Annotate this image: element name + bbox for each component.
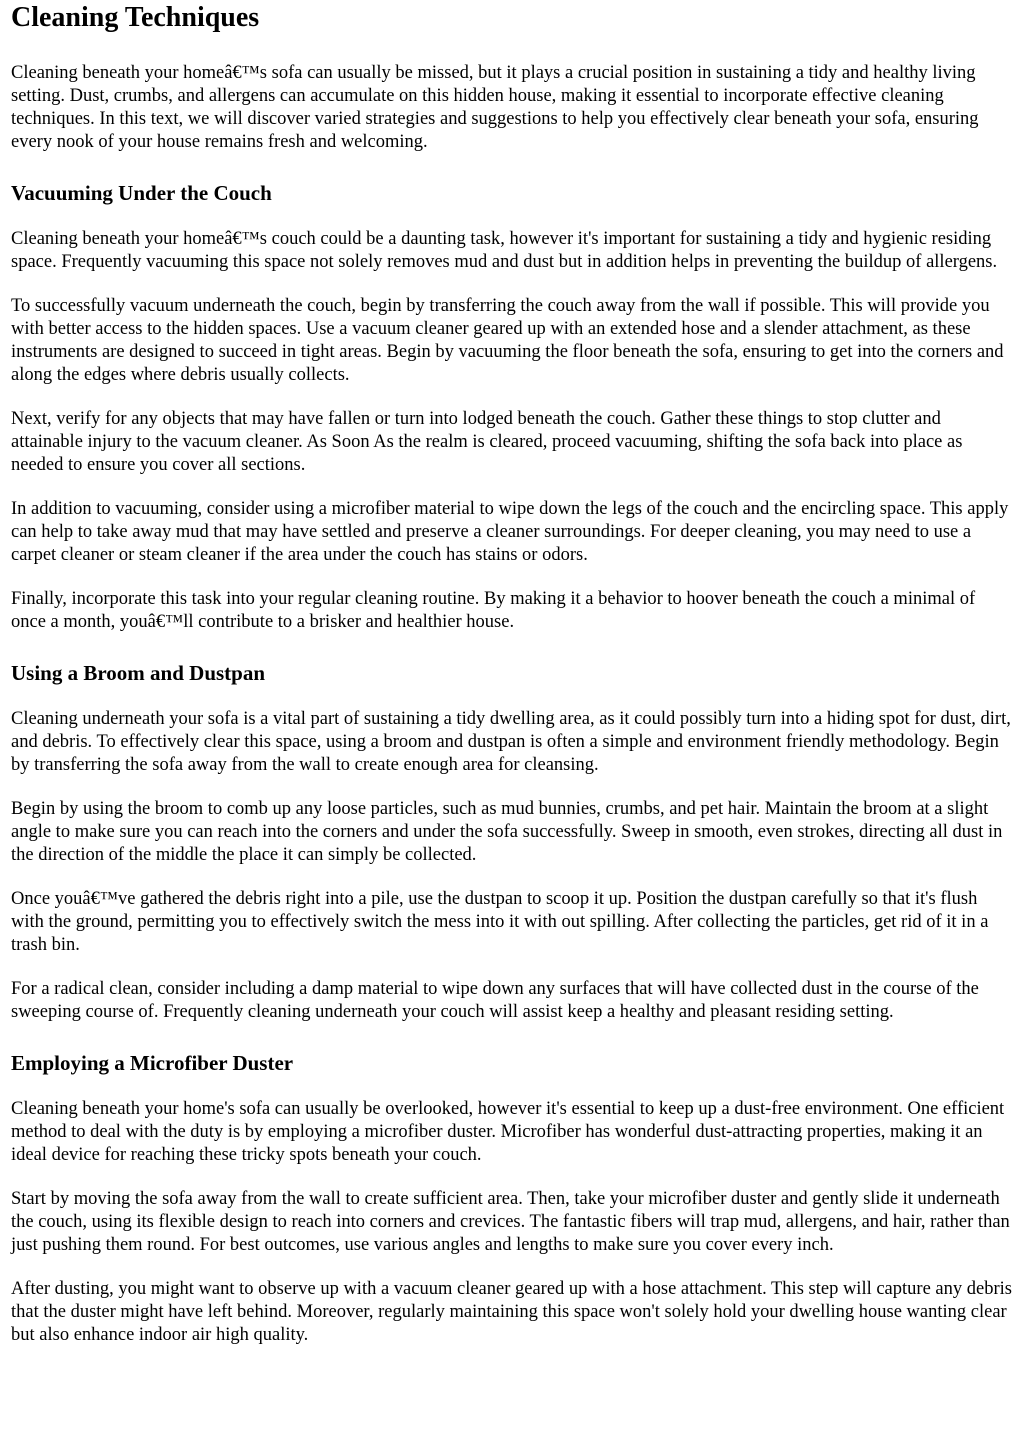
paragraph: In addition to vacuuming, consider using a microfiber material to wipe down the legs of the couch and the encircling space. This apply can help to take away mud that may have settled and preserve a cleaner surroundings. For deeper cleaning, you may need to use a carpet cleaner or steam cleaner if the area under the couch has stains or odors. (11, 499, 1009, 565)
paragraph: Start by moving the sofa away from the wall to create sufficient area. Then, take your microfiber duster and gently slide it underneath the couch, using its flexible design to reach into corners and crevices. The fantastic fibers will trap mud, allergens, and hair, rather than just pushing them round. For best outcomes, use various angles and lengths to make sure you cover every inch. (11, 1189, 1010, 1255)
paragraph: Cleaning beneath your homeâ€™s couch could be a daunting task, however it's important for sustaining a tidy and hygienic residing space. Frequently vacuuming this space not solely removes mud and dust but in addition helps in preventing the buildup of allergens. (11, 229, 998, 272)
paragraph: Cleaning beneath your home's sofa can usually be overlooked, however it's essential to keep up a dust-free environment. One efficient method to deal with the duty is by employing a microfiber duster. Microfiber has wonderful dust-attracting properties, making it an ideal device for reaching these tricky spots beneath your couch. (11, 1099, 1005, 1165)
paragraph: For a radical clean, consider including a damp material to wipe down any surfaces that will have collected dust in the course of the sweeping course of. Frequently cleaning underneath your couch will assist keep a healthy and pleasant residing setting. (11, 979, 979, 1022)
paragraph: Once youâ€™ve gathered the debris right into a pile, use the dustpan to scoop it up. Position the dustpan carefully so that it's flush with the ground, permitting you to effectively switch the mess into it with out spilling. After collecting the particles, get rid of it in a trash bin. (11, 889, 989, 955)
section-heading-microfiber: Employing a Microfiber Duster (11, 1051, 294, 1075)
section-heading-vacuuming: Vacuuming Under the Couch (11, 181, 272, 205)
paragraph: Begin by using the broom to comb up any loose particles, such as mud bunnies, crumbs, and pet hair. Maintain the broom at a slight angle to make sure you can reach into the corners and under the sofa successfully. Sweep in smooth, even strokes, directing all dust in the direction of the middle the place it can simply be collected. (11, 799, 1003, 865)
paragraph: Cleaning underneath your sofa is a vital part of sustaining a tidy dwelling area, as it could possibly turn into a hiding spot for dust, dirt, and debris. To effectively clear this space, using a broom and dustpan is often a simple and environment friendly methodology. Begin by transferring the sofa away from the wall to create enough area for cleansing. (11, 709, 1011, 775)
paragraph: Next, verify for any objects that may have fallen or turn into lodged beneath the couch. Gather these things to stop clutter and attainable injury to the vacuum cleaner. As Soon As the realm is cleared, proceed vacuuming, shifting the sofa back into place as needed to ensure you cover all sections. (11, 409, 963, 475)
section-heading-broom: Using a Broom and Dustpan (11, 661, 266, 685)
paragraph: To successfully vacuum underneath the couch, begin by transferring the couch away from the wall if possible. This will provide you with better access to the hidden spaces. Use a vacuum cleaner geared up with an extended hose and a slender attachment, as these instruments are designed to succeed in tight areas. Begin by vacuuming the floor beneath the sofa, ensuring to get into the corners and along the edges where debris usually collects. (11, 296, 1004, 385)
paragraph: After dusting, you might want to observe up with a vacuum cleaner geared up with a hose attachment. This step will capture any debris that the duster might have left behind. Moreover, regularly maintaining this space won't solely hold your dwelling house wanting clear but also enhance indoor air high quality. (11, 1279, 1012, 1345)
page-title: Cleaning Techniques (11, 2, 260, 33)
paragraph: Finally, incorporate this task into your regular cleaning routine. By making it a behavior to hoover beneath the couch a minimal of once a month, youâ€™ll contribute to a brisker and healthier house. (11, 589, 976, 632)
intro-paragraph: Cleaning beneath your homeâ€™s sofa can usually be missed, but it plays a crucial position in sustaining a tidy and healthy living setting. Dust, crumbs, and allergens can accumulate on this hidden house, making it essential to incorporate effective cleaning techniques. In this text, we will discover varied strategies and suggestions to help you effectively clear beneath your sofa, ensuring every nook of your house remains fresh and welcoming. (11, 63, 979, 152)
